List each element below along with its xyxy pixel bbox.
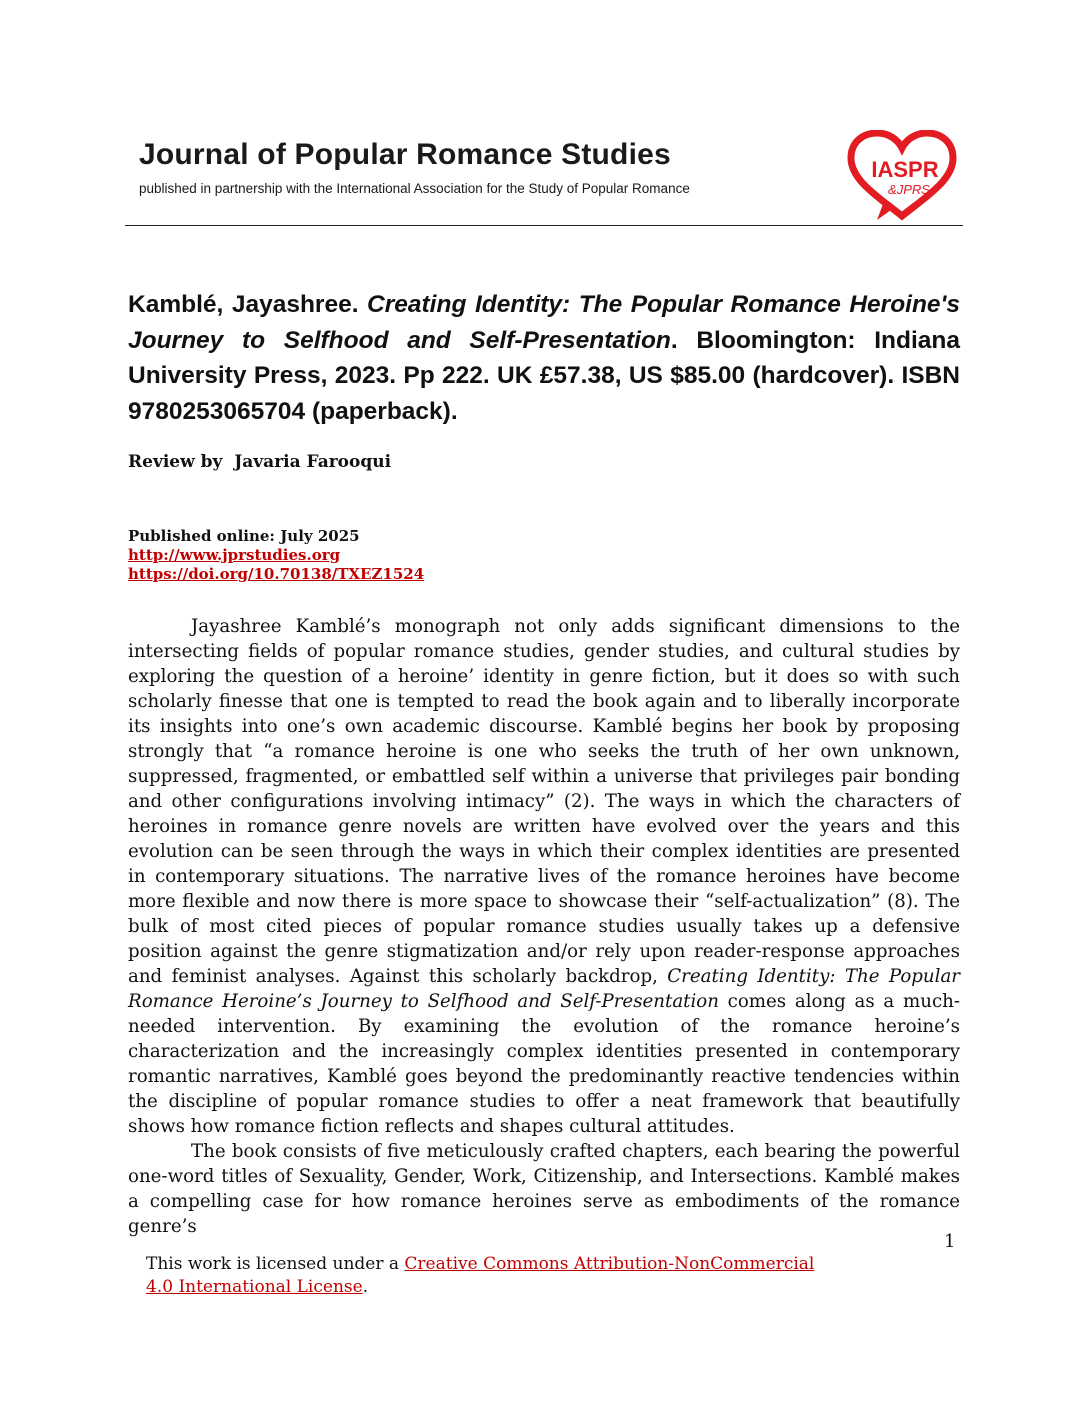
paragraph-1-text-a: Jayashree Kamblé’s monograph not only adds significant dimensions to the intersecting fields of popular romance studies, gender studies, and cultural studies by exploring the question of a heroine’ identity in genre fiction, but it does so with such scholarly finesse that one is tempted to read the book again and to liberally incorporate its insights into one’s own academic discourse. Kamblé begins her book by proposing strongly that “a romance heroine is one who seeks the truth of her own unknown, suppressed, fragmented, or embattled self within a universe that privileges pair bonding and other configurations involving intimacy” (2). The ways in which the characters of heroines in romance genre novels are written have evolved over the years and this evolution can be seen through the ways in which their complex identities are presented in contemporary situations. The narrative lives of the romance heroines have become more flexible and now there is more space to showcase their “self-actualization” (8). The bulk of most cited pieces of popular romance studies usually takes up a defensive position against the genre stigmatization and/or rely upon reader-response approaches and feminist analyses. Against this scholarly backdrop, (128, 616, 960, 987)
paragraph-1-book-title: Creating Identity: The Popular Romance Heroine’s Journey to Selfhood and Self-Presentation (128, 966, 960, 1012)
book-citation (128, 287, 960, 429)
citation-book-title: Creating Identity: The Popular Romance Heroine's Journey to Selfhood and Self-Presentation (128, 291, 961, 354)
paragraph-2: The book consists of five meticulously crafted chapters, each bearing the powerful one-word titles of Sexuality, Gender, Work, Citizenship, and Intersections. Kamblé makes a compelling case for how romance heroines serve as embodiments of the romance genre’s (128, 1141, 960, 1237)
citation-author: Kamblé, Jayashree. (128, 291, 368, 318)
license-prefix: This work is licensed under a (146, 1254, 405, 1274)
license-footer (146, 1253, 846, 1299)
publication-info (128, 527, 424, 584)
license-suffix: . (362, 1277, 369, 1297)
doi-link[interactable]: https://doi.org/10.70138/TXEZ1524 (128, 565, 425, 583)
heart-logo-icon (847, 130, 957, 222)
journal-header (127, 130, 963, 226)
paragraph-1-text-b: comes along as a much-needed intervention. By examining the evolution of the romance heroine’s characterization and the increasingly complex identities presented in contemporary romantic narratives, Kamblé goes beyond the predominantly reactive tendencies within the discipline of popular romance studies to offer a neat framework that beautifully shows how romance fiction reflects and shapes cultural attitudes. (128, 991, 960, 1137)
paragraph-1 (128, 614, 960, 1139)
logo-text-top: IASPR (871, 157, 939, 182)
journal-subtitle: published in partnership with the International Association for the Study of Popular Romance (139, 181, 690, 196)
page-number: 1 (944, 1231, 956, 1252)
journal-title: Journal of Popular Romance Studies (139, 138, 671, 171)
review-byline: Review by Javaria Farooqui (128, 452, 392, 472)
logo-text-bottom: &JPRS (888, 182, 930, 197)
published-date: Published online: July 2025 (128, 527, 360, 545)
journal-website-link[interactable]: http://www.jprstudies.org (128, 546, 341, 564)
license-link[interactable]: Creative Commons Attribution-NonCommercial 4.0 International License (146, 1254, 815, 1297)
citation-details: . Bloomington: Indiana University Press, 2023. Pp 222. UK £57.38, US $85.00 (hardcover). ISBN 9780253065704 (paperback). (128, 326, 960, 425)
review-body (128, 614, 960, 1239)
header-divider (125, 225, 963, 226)
iaspr-logo (847, 130, 957, 222)
